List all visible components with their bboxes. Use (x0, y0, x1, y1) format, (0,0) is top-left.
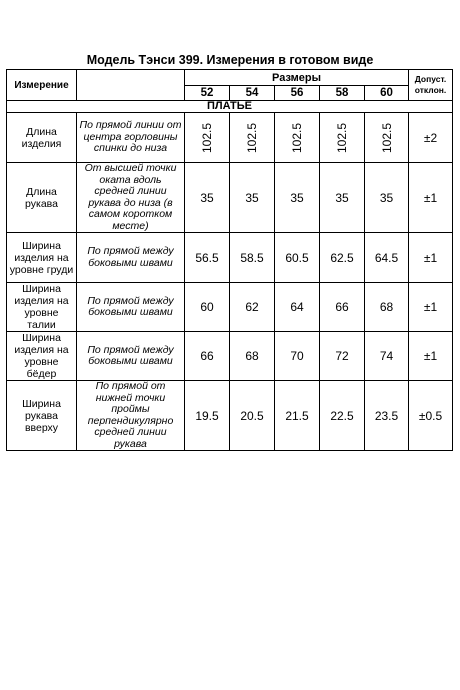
size-header: 58 (320, 86, 365, 101)
measurement-table (6, 69, 453, 451)
value-text: 102.5 (200, 122, 214, 153)
measurement-description: По прямой между боковыми швами (77, 233, 185, 283)
value-cell: 68 (365, 283, 409, 332)
table-row (7, 163, 453, 233)
measurement-description: По прямой от нижней точки проймы перпендикулярно средней линии рукава (77, 381, 185, 451)
value-cell: 22.5 (320, 381, 365, 451)
value-cell: 64.5 (365, 233, 409, 283)
tolerance-cell: ±1 (409, 283, 453, 332)
header-description (77, 70, 185, 101)
table-row (7, 233, 453, 283)
size-header: 56 (275, 86, 320, 101)
value-cell: 62.5 (320, 233, 365, 283)
value-cell: 35 (365, 163, 409, 233)
value-cell: 21.5 (275, 381, 320, 451)
value-cell: 66 (185, 332, 230, 381)
tolerance-cell: ±0.5 (409, 381, 453, 451)
value-cell: 58.5 (230, 233, 275, 283)
measurement-name: Ширина изделия на уровне талии (7, 283, 77, 332)
value-cell: 66 (320, 283, 365, 332)
measurement-name: Ширина изделия на уровне груди (7, 233, 77, 283)
value-cell: 64 (275, 283, 320, 332)
page-title: Модель Тэнси 399. Измерения в готовом виде (86, 53, 374, 67)
header-tolerance (409, 70, 453, 101)
value-text: 102.5 (335, 122, 349, 153)
table-row (7, 332, 453, 381)
size-header: 60 (365, 86, 409, 101)
value-cell: 62 (230, 283, 275, 332)
value-cell (185, 113, 230, 163)
table-row (7, 283, 453, 332)
measurement-name: Длина изделия (7, 113, 77, 163)
value-text: 102.5 (379, 122, 394, 153)
measurement-description: По прямой между боковыми швами (77, 283, 185, 332)
value-cell: 23.5 (365, 381, 409, 451)
tolerance-cell: ±1 (409, 332, 453, 381)
header-measurement: Измерение (7, 70, 77, 101)
value-cell: 20.5 (230, 381, 275, 451)
header-tolerance-line1: Допуст. (414, 74, 447, 84)
value-cell: 35 (275, 163, 320, 233)
header-sizes: Размеры (185, 70, 409, 86)
table-row (7, 113, 453, 163)
value-cell (230, 113, 275, 163)
value-cell: 56.5 (185, 233, 230, 283)
tolerance-cell: ±1 (409, 233, 453, 283)
tolerance-cell: ±2 (409, 113, 453, 163)
value-cell: 19.5 (185, 381, 230, 451)
size-header: 52 (185, 86, 230, 101)
measurement-description: По прямой между боковыми швами (77, 332, 185, 381)
value-cell: 35 (185, 163, 230, 233)
measurement-name: Ширина рукава вверху (7, 381, 77, 451)
measurement-description: От высшей точки оката вдоль средней линии рукава до низа (в самом коротком месте) (77, 163, 185, 233)
tolerance-cell: ±1 (409, 163, 453, 233)
value-cell: 35 (230, 163, 275, 233)
value-cell: 72 (320, 332, 365, 381)
header-tolerance-line2: отклон. (414, 85, 447, 95)
measurement-name: Ширина изделия на уровне бёдер (7, 332, 77, 381)
section-title: ПЛАТЬЕ (7, 101, 453, 113)
value-cell: 60.5 (275, 233, 320, 283)
value-cell (320, 113, 365, 163)
measurement-description: По прямой линии от центра горловины спинки до низа (77, 113, 185, 163)
value-cell: 35 (320, 163, 365, 233)
value-cell (365, 113, 409, 163)
value-cell (275, 113, 320, 163)
value-cell: 70 (275, 332, 320, 381)
value-cell: 68 (230, 332, 275, 381)
value-text: 102.5 (245, 122, 259, 153)
table-row (7, 381, 453, 451)
value-cell: 74 (365, 332, 409, 381)
size-header: 54 (230, 86, 275, 101)
value-text: 102.5 (290, 122, 304, 153)
value-cell: 60 (185, 283, 230, 332)
measurement-name: Длина рукава (7, 163, 77, 233)
